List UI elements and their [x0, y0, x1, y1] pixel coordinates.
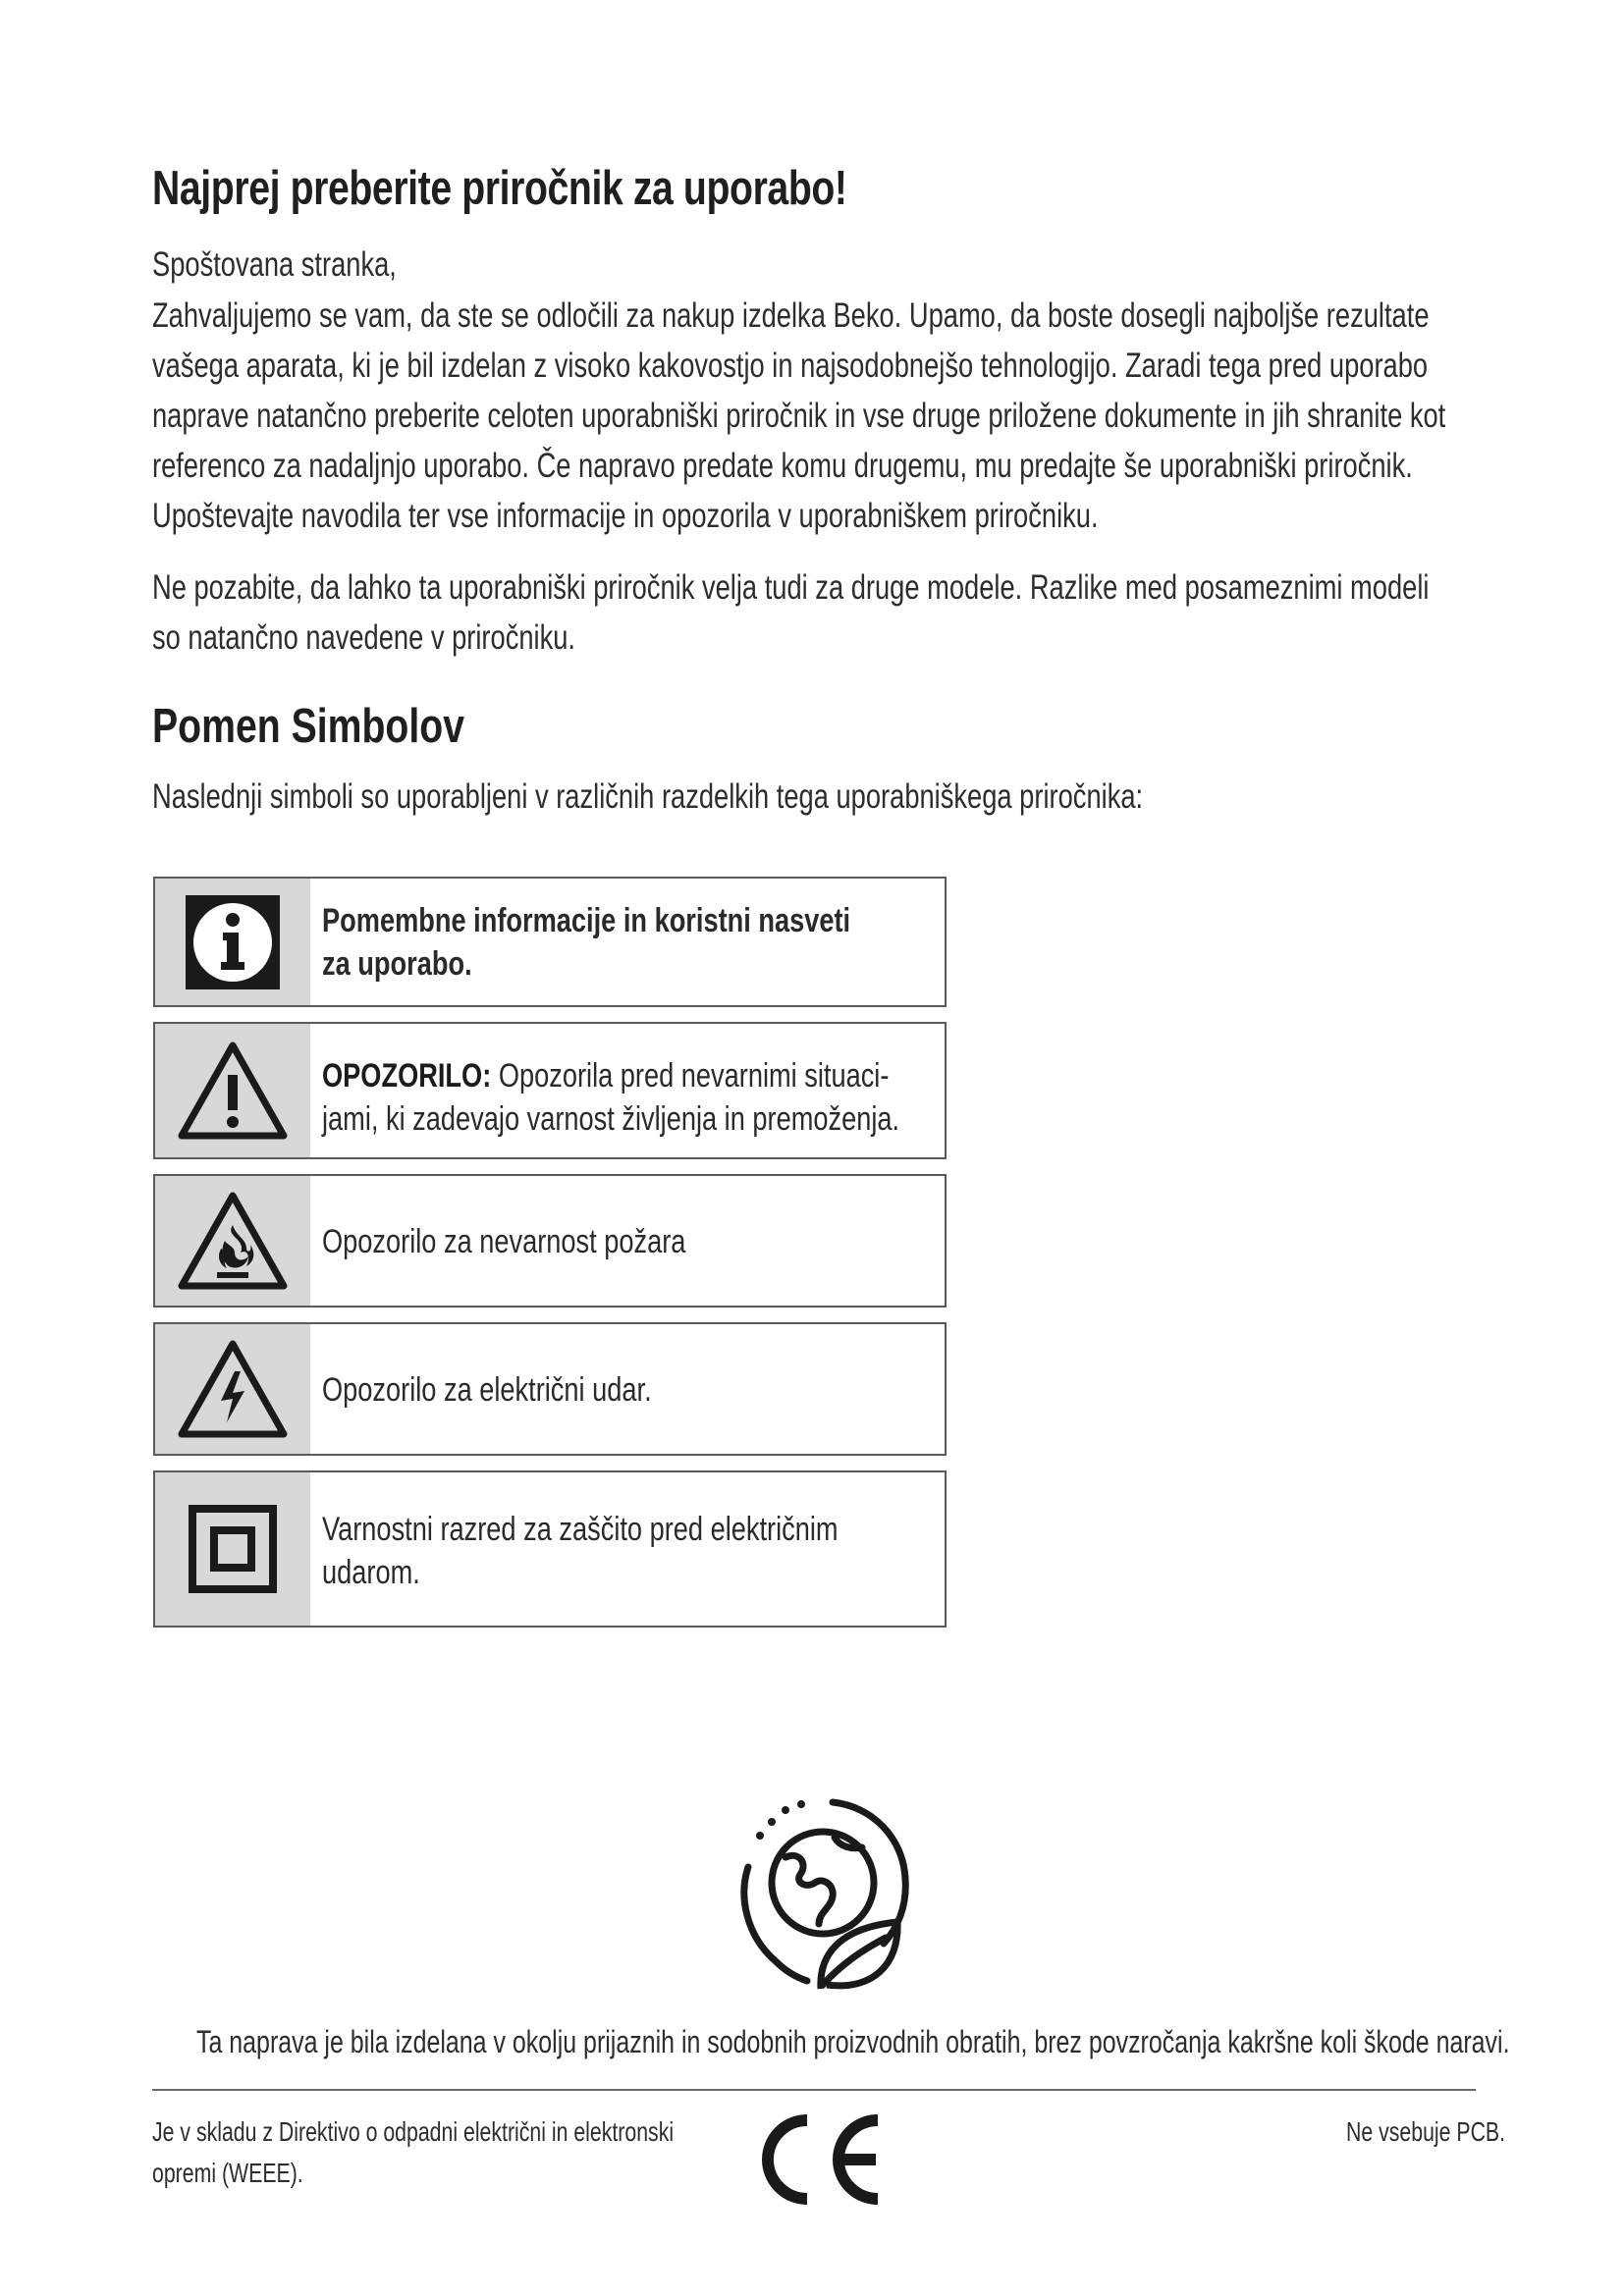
eco-globe-leaf-icon	[725, 1798, 913, 1999]
pcb-note: Ne vsebuje PCB.	[1346, 2116, 1506, 2147]
symbol-info-text-line: za uporabo.	[322, 945, 472, 983]
symbol-row-protection-class	[153, 1470, 947, 1628]
warning-icon	[178, 1041, 288, 1140]
eco-caption: Ta naprava je bila izdelana v okolju prijaznih in sodobnih proizvodnih obratih, brez povzročanja kakršne koli škode naravi.	[196, 2024, 1510, 2059]
symbol-fire-text: Opozorilo za nevarnost požara	[322, 1223, 686, 1260]
symbol-row-electric	[153, 1322, 947, 1456]
greeting: Spoštovana stranka,	[152, 245, 397, 284]
warning-label: OPOZORILO:	[322, 1057, 492, 1095]
intro-line: Zahvaljujemo se vam, da ste se odločili za nakup izdelka Beko. Upamo, da boste dosegli najboljše rezultate	[152, 296, 1430, 335]
intro-line: vašega aparata, ki je bil izdelan z visoko kakovostjo in najsodobnejšo tehnologijo. Zaradi tega pred uporabo	[152, 347, 1429, 385]
symbols-intro: Naslednji simboli so uporabljeni v različnih razdelkih tega uporabniškega priročnika:	[152, 777, 1144, 816]
weee-note-line: opremi (WEEE).	[152, 2158, 303, 2188]
symbol-protection-text-line: udarom.	[322, 1554, 420, 1591]
intro-line: naprave natančno preberite celoten uporabniški priročnik in vse druge priložene dokumente in jih shranite kot	[152, 397, 1446, 435]
symbols-heading: Pomen Simbolov	[152, 700, 465, 753]
symbol-row-warning	[153, 1022, 947, 1159]
ce-mark	[748, 2110, 886, 2209]
intro-line: Upoštevajte navodila ter vse informacije in opozorila v uporabniškem priročniku.	[152, 497, 1099, 535]
symbol-warning-text-line: OPOZORILO: Opozorila pred nevarnimi situaci-	[322, 1057, 890, 1095]
fire-hazard-icon	[178, 1192, 288, 1290]
electric-shock-icon	[178, 1340, 288, 1438]
symbol-info-text-line: Pomembne informacije in koristni nasveti	[322, 902, 851, 939]
models-note-line: Ne pozabite, da lahko ta uporabniški priročnik velja tudi za druge modele. Razlike med posameznimi modeli	[152, 568, 1430, 607]
symbol-row-fire	[153, 1174, 947, 1308]
intro-line: referenco za nadaljnjo uporabo. Če napravo predate komu drugemu, mu predajte še uporabniški priročnik.	[152, 447, 1413, 485]
info-icon	[186, 895, 280, 989]
symbol-warning-text-line: jami, ki zadevajo varnost življenja in premoženja.	[322, 1100, 900, 1138]
symbol-electric-text: Opozorilo za električni udar.	[322, 1371, 652, 1409]
page-title: Najprej preberite priročnik za uporabo!	[152, 162, 847, 215]
weee-note-line: Je v skladu z Direktivo o odpadni električni in elektronski	[152, 2116, 675, 2147]
symbol-protection-text-line: Varnostni razred za zaščito pred električnim	[322, 1511, 839, 1548]
models-note-line: so natančno navedene v priročniku.	[152, 618, 576, 657]
symbol-row-info	[153, 877, 947, 1007]
footer-divider	[152, 2089, 1476, 2091]
protection-class-icon	[189, 1505, 277, 1593]
